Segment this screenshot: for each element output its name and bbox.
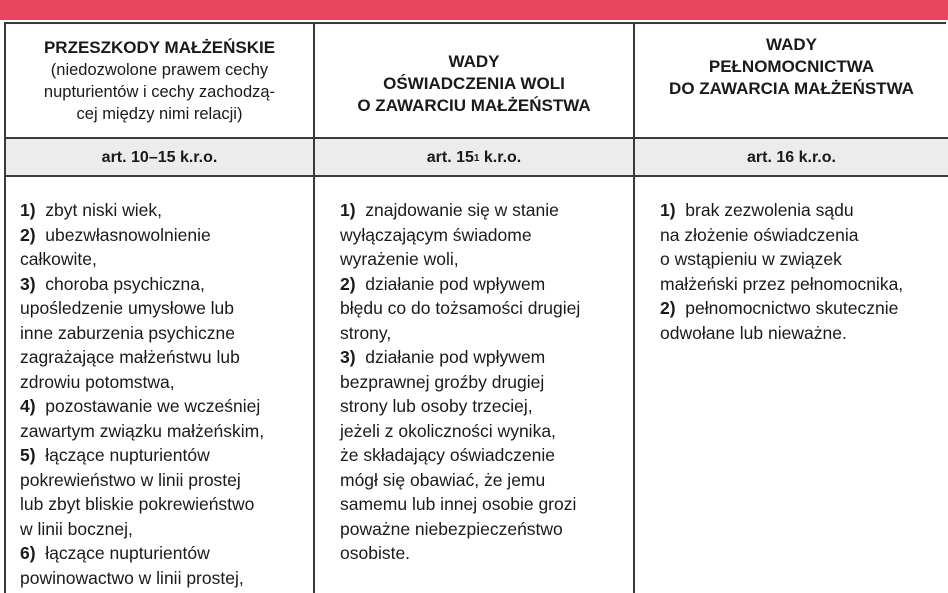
column-subtitle: (niedozwolone prawem cechy nupturientów i cechy zachodzą- cej między nimi relacji) [43,60,276,123]
item-text: ubezwłasnowolnienie całkowite, [20,224,211,269]
item-number: 2) [340,273,356,294]
list-item [20,394,310,443]
item-text: choroba psychiczna, upośledzenie umysłowe lub inne zaburzenia psychiczne zagrażające małżeństwu lub zdrowiu potomstwa, [20,273,240,392]
item-text: zbyt niski wiek, [45,200,162,220]
item-text: brak zezwolenia sądu na złożenie oświadczenia o wstąpieniu w związek małżeński przez pełnomocnika, [660,200,904,294]
item-number: 5) [20,445,36,465]
item-number: 1) [340,200,356,220]
item-number: 2) [660,298,676,318]
list-item [20,541,310,590]
item-number: 2) [20,224,36,245]
article-ref: art. 16 k.r.o. [747,149,836,166]
item-number: 3) [20,273,36,294]
item-text: działanie pod wpływem bezprawnej groźby drugiej strony lub osoby trzeciej, jeżeli z okoliczności wynika, że składający oświadczenie mógł się obawiać, że jemu samemu lub innej osobie grozi poważne niebezpieczeństwo osobiste. [340,347,577,563]
list-item [20,198,310,223]
list-item [20,443,310,541]
proxy-defects-list [660,198,948,345]
list-item [20,272,310,395]
article-prefix: art. 15 [426,149,474,166]
item-text: łączące nupturientów powinowactwo w linii prostej, [20,543,244,588]
item-number: 3) [340,347,356,367]
article-ref: art. 10–15 k.r.o. [101,149,218,166]
list-item [660,198,948,296]
column-title: PRZESZKODY MAŁŻEŃSKIE [43,37,276,57]
article-superscript: 1 [473,152,480,164]
article-ref [315,141,633,175]
item-text: działanie pod wpływem błędu co do tożsamości drugiej strony, [340,273,581,343]
top-accent-bar [0,0,948,20]
column-title: WADY PEŁNOMOCNICTWA DO ZAWARCIA MAŁŻEŃSTWA [669,35,914,98]
column-header-will-defects [315,24,633,137]
list-item [340,198,630,272]
item-number: 1) [20,200,36,220]
header-divider [4,137,948,139]
list-item [340,272,630,346]
item-text: łączące nupturientów pokrewieństwo w linii prostej lub zbyt bliskie pokrewieństwo w linii bocznej, [20,445,255,539]
item-number: 4) [20,396,36,416]
item-number: 6) [20,543,36,563]
list-item [660,296,948,345]
item-text: pełnomocnictwo skutecznie odwołane lub nieważne. [660,298,899,343]
column-header-proxy-defects [635,24,948,137]
item-number: 1) [660,200,676,220]
column-header-impediments [6,24,313,137]
item-text: znajdowanie się w stanie wyłączającym świadome wyrażenie woli, [340,200,559,269]
article-divider [4,175,948,177]
article-suffix: k.r.o. [479,149,522,166]
will-defects-list [340,198,630,566]
list-item [340,345,630,566]
impediments-list [20,198,310,590]
list-item [20,223,310,272]
item-text: pozostawanie we wcześniej zawartym związku małżeńskim, [20,396,265,441]
column-title: WADY OŚWIADCZENIA WOLI O ZAWARCIU MAŁŻEŃSTWA [357,51,591,115]
